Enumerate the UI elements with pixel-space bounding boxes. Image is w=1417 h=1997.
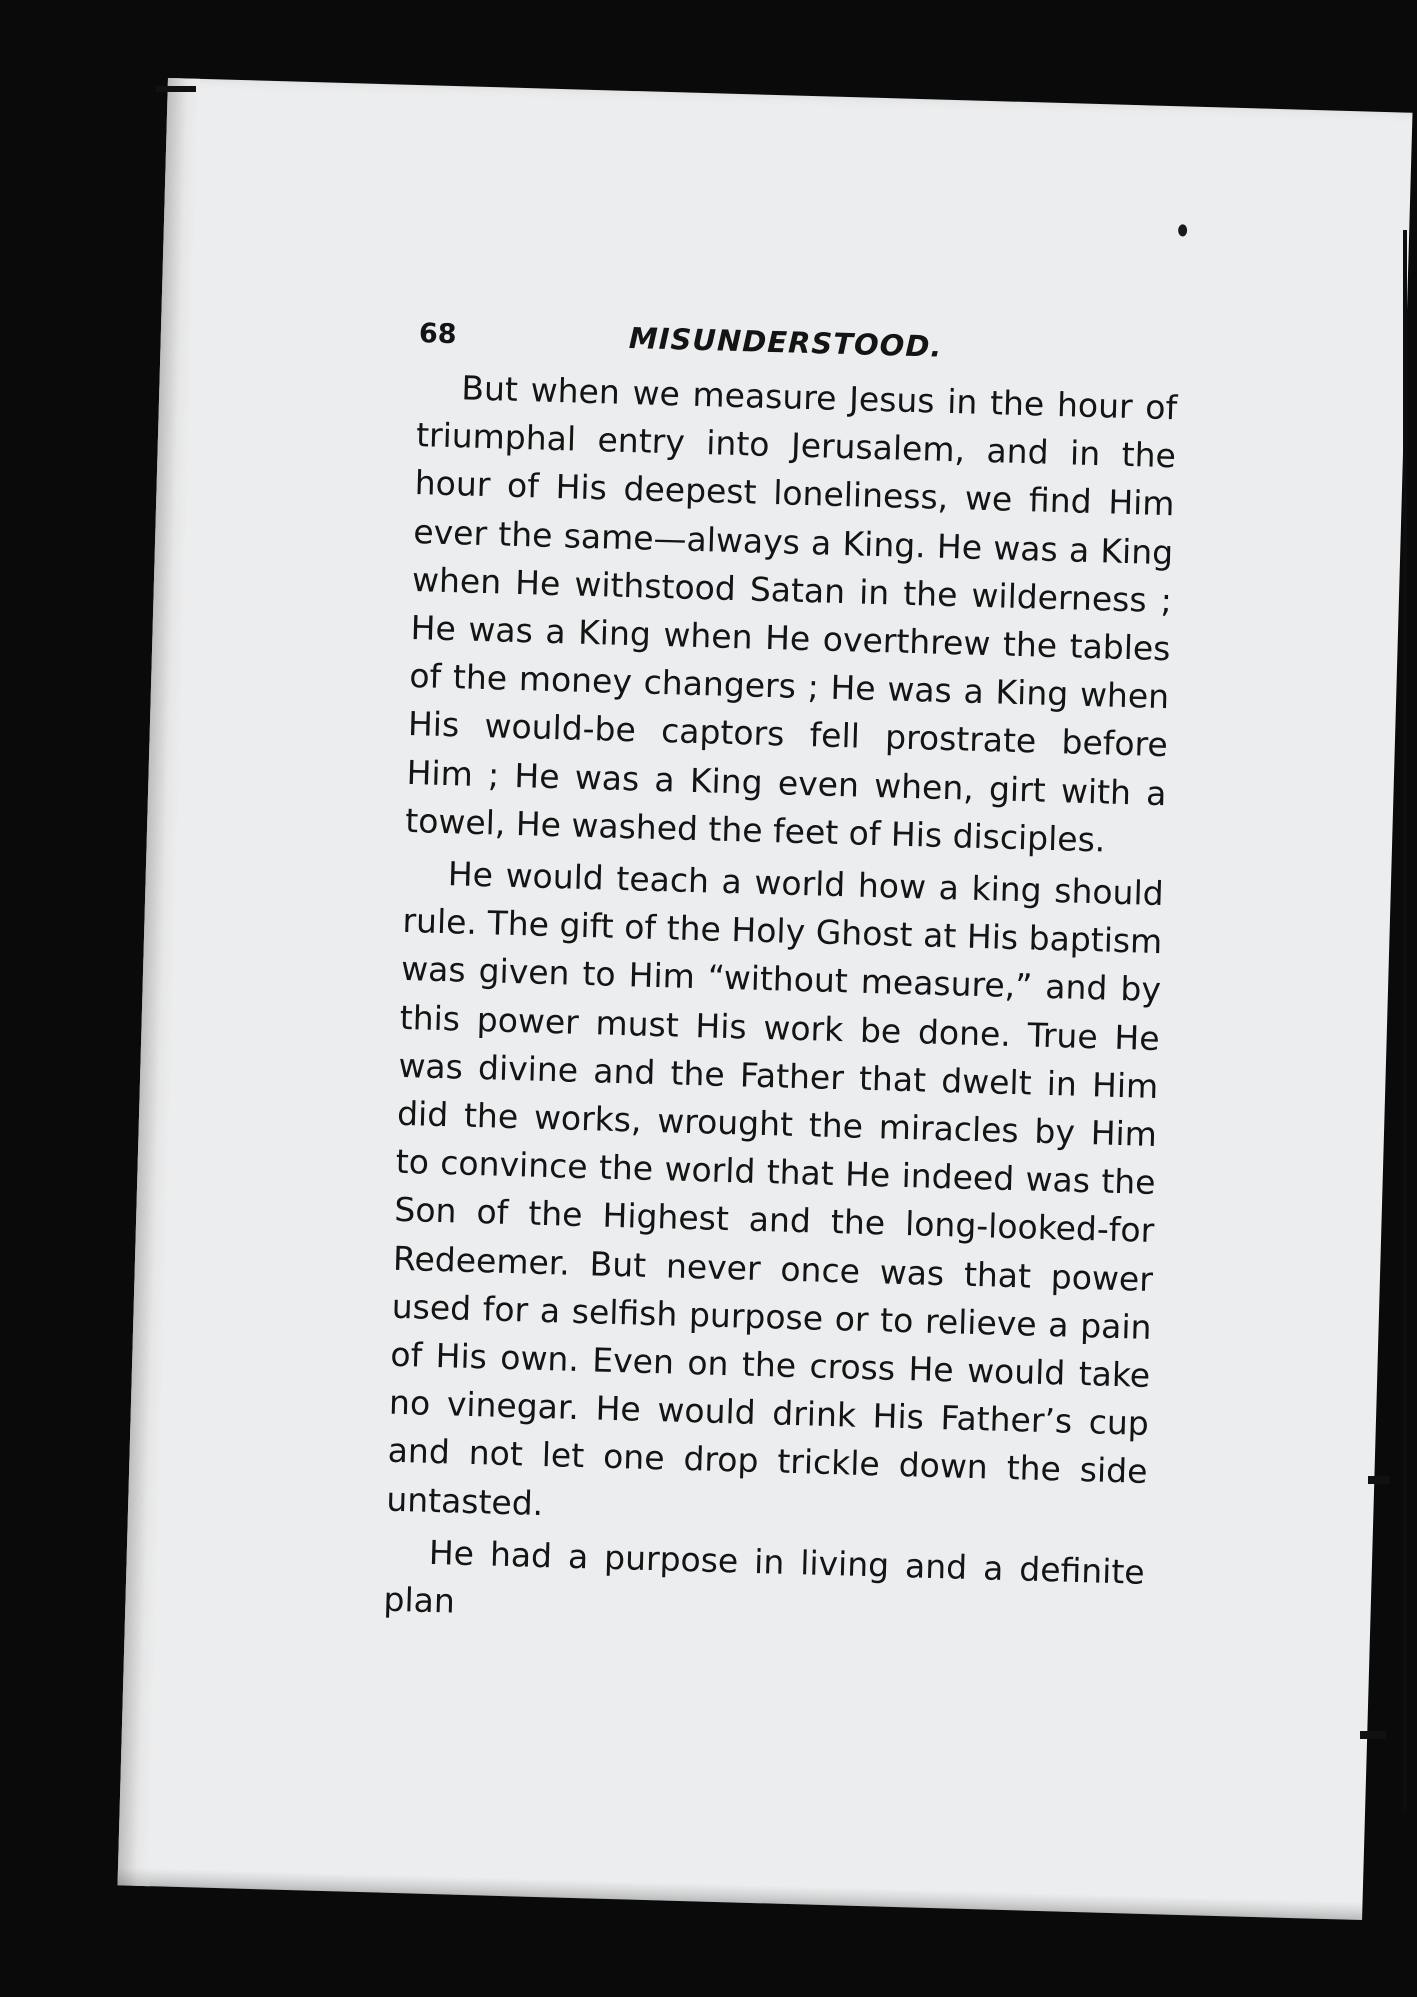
- page-text: [383, 315, 1179, 1645]
- page-number: 68: [418, 318, 457, 351]
- clip-mark: [1360, 1731, 1386, 1739]
- clip-mark: [1368, 1476, 1390, 1484]
- paragraph-3: He had a purpose in living and a definite plan: [383, 1532, 1146, 1621]
- ink-speck: [1178, 224, 1187, 236]
- paragraph-1: But when we measure Jesus in the hour of triumphal entry into Jerusalem, and in the hour of His deepest loneliness, we find Him ever the same—always a King. He was a King when He withstood Satan in the wilderness ; He was a King when He overthrew the tables of the money changers ; He was a King when His would-be captors fell prostrate before Him ; He was a King even when, girt with a towel, He washed the feet of His disciples.: [404, 368, 1178, 860]
- running-title: MISUNDERSTOOD.: [628, 320, 943, 364]
- right-edge-shadow: [1403, 230, 1407, 1810]
- paragraph-2: He would teach a world how a king should rule. The gift of the Holy Ghost at His baptism was given to Him “without measure,” and by this power must His work be done. True He was divine and the Father that dwelt in Him did the works, wrought the miracles by Him to convince the world that He indeed was the Son of the Highest and the long-looked-for Redeemer. But never once was that power used for a selfish purpose or to relieve a pain of His own. Even on the cross He would take no vinegar. He would drink His Father’s cup and not let one drop trickle down the side untasted.: [385, 854, 1165, 1523]
- corner-mark: [156, 86, 196, 92]
- book-page: [118, 78, 1413, 1920]
